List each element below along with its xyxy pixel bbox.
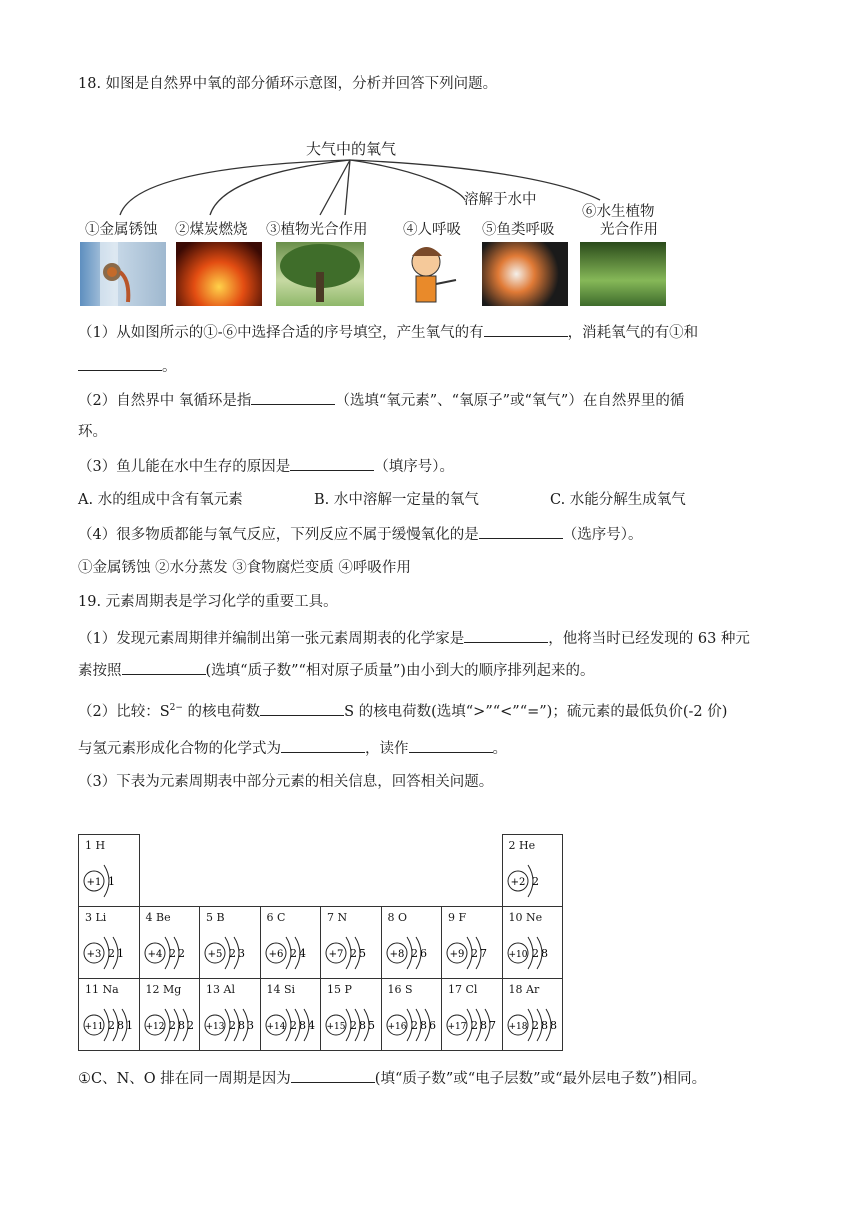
element-symbol: 12 Mg — [145, 983, 182, 996]
q19-title: 19. 元素周期表是学习化学的重要工具。 — [78, 594, 338, 610]
electron-count: 4 — [298, 947, 306, 960]
element-cell-al — [199, 978, 261, 1051]
answer-blank[interactable] — [281, 738, 365, 753]
element-symbol: 1 H — [85, 839, 106, 852]
electron-count: 2 — [186, 1019, 194, 1032]
atom-structure-diagram — [81, 931, 139, 975]
atom-structure-diagram — [384, 931, 442, 975]
tree-photo — [276, 242, 364, 306]
electron-count: 8 — [540, 1019, 548, 1032]
answer-blank[interactable] — [464, 628, 548, 643]
nucleus-charge: +11 — [84, 1022, 104, 1032]
element-cell-li — [78, 906, 140, 979]
electron-count: 4 — [307, 1019, 315, 1032]
element-symbol: 9 F — [448, 911, 467, 924]
element-cell-mg — [139, 978, 201, 1051]
atom-structure-diagram — [444, 931, 502, 975]
electron-count: 8 — [480, 1019, 487, 1032]
element-symbol: 17 Cl — [448, 983, 478, 996]
electron-count: 7 — [489, 1019, 496, 1032]
q19-sub1-text-a: ①C、N、O 排在同一周期是因为 — [78, 1071, 291, 1087]
person-breathing-photo — [400, 242, 466, 306]
item-label-1: ①金属锈蚀 — [85, 222, 158, 238]
answer-blank[interactable] — [78, 356, 162, 371]
electron-count: 1 — [117, 947, 124, 960]
electron-count: 2 — [108, 947, 115, 960]
atom-structure-diagram — [142, 931, 200, 975]
electron-count: 2 — [531, 875, 539, 888]
element-symbol: 7 N — [327, 911, 348, 924]
item-label-2: ②煤炭燃烧 — [175, 222, 248, 238]
electron-count: 3 — [238, 947, 245, 960]
electron-count: 2 — [229, 947, 236, 960]
q19-p2-text-e: ，读作 — [365, 741, 409, 757]
q18-options — [78, 490, 686, 510]
element-symbol: 5 B — [206, 911, 225, 924]
item-label-6b: 光合作用 — [600, 222, 658, 238]
element-cell-n — [320, 906, 382, 979]
electron-count: 8 — [298, 1019, 306, 1032]
electron-count: 2 — [471, 947, 478, 960]
q19-p2-text-b: 的核电荷数 — [182, 703, 261, 720]
element-symbol: 8 O — [387, 911, 408, 924]
q18-p1-text-a: （1）从如图所示的①-⑥中选择合适的序号填空，产生氧气的有 — [78, 325, 484, 341]
element-symbol: 4 Be — [145, 911, 171, 924]
q19-p2-text-a: （2）比较：S — [78, 703, 170, 720]
electron-count: 2 — [410, 947, 418, 960]
q18-part4-list: ①金属锈蚀 ②水分蒸发 ③食物腐烂变质 ④呼吸作用 — [78, 560, 411, 576]
q19-part2-cont — [78, 738, 507, 759]
answer-blank[interactable] — [122, 660, 206, 675]
nucleus-charge: +12 — [145, 1022, 164, 1032]
q18-p1-text-c: 。 — [162, 359, 177, 375]
atom-structure-diagram — [202, 931, 260, 975]
element-cell-he — [502, 834, 564, 907]
answer-blank[interactable] — [484, 322, 568, 337]
coal-burning-photo — [176, 242, 262, 306]
element-symbol: 11 Na — [85, 983, 119, 996]
atom-structure-diagram — [505, 931, 563, 975]
answer-blank[interactable] — [409, 738, 493, 753]
q18-title: 18. 如图是自然界中氧的部分循环示意图，分析并回答下列问题。 — [78, 76, 498, 92]
electron-count: 2 — [177, 947, 185, 960]
electron-count: 2 — [350, 1019, 357, 1032]
answer-blank[interactable] — [251, 390, 335, 405]
q19-part1 — [78, 628, 750, 649]
element-cell-h — [78, 834, 140, 907]
atom-structure-diagram — [444, 1003, 502, 1047]
q18-p3-text-b: （填序号）。 — [374, 459, 454, 475]
nucleus-charge: +6 — [268, 949, 283, 960]
electron-count: 6 — [419, 947, 427, 960]
element-cell-na — [78, 978, 140, 1051]
electron-count: 2 — [289, 1019, 297, 1032]
atom-structure-diagram — [81, 859, 139, 903]
q19-p1-text-c: 素按照 — [78, 663, 122, 679]
q19-sub1-text-b: (填“质子数”或“电子层数”或“最外层电子数”)相同。 — [374, 1071, 707, 1087]
electron-count: 1 — [126, 1019, 133, 1032]
element-symbol: 14 Si — [266, 983, 296, 996]
q18-part1-cont — [78, 356, 177, 377]
q18-p4-text-b: （选序号）。 — [562, 527, 643, 543]
element-cell-o — [381, 906, 443, 979]
nucleus-charge: +4 — [147, 949, 162, 960]
electron-count: 2 — [289, 947, 297, 960]
nucleus-charge: +7 — [328, 949, 344, 960]
element-cell-be — [139, 906, 201, 979]
q18-part2 — [78, 390, 684, 411]
option-b[interactable]: B. 水中溶解一定量的氧气 — [314, 492, 479, 508]
electron-count: 5 — [368, 1019, 375, 1032]
aquatic-plants-photo — [580, 242, 666, 306]
q19-p1-text-b: ，他将当时已经发现的 63 种元 — [548, 631, 750, 647]
electron-count: 7 — [480, 947, 487, 960]
answer-blank[interactable] — [291, 1068, 375, 1083]
q18-p4-text-a: （4）很多物质都能与氧气反应，下列反应不属于缓慢氧化的是 — [78, 527, 479, 543]
element-cell-f — [441, 906, 503, 979]
element-symbol: 13 Al — [206, 983, 235, 996]
nucleus-charge: +3 — [86, 949, 102, 960]
nucleus-charge: +13 — [205, 1022, 225, 1032]
electron-count: 8 — [238, 1019, 245, 1032]
element-symbol: 18 Ar — [508, 983, 540, 996]
answer-blank[interactable] — [260, 701, 344, 716]
element-symbol: 3 Li — [85, 911, 107, 924]
dissolve-label: 溶解于水中 — [464, 192, 537, 208]
q18-part2-cont: 环。 — [78, 424, 107, 440]
electron-count: 2 — [108, 1019, 115, 1032]
nucleus-charge: +8 — [389, 949, 404, 960]
nucleus-charge: +16 — [387, 1022, 406, 1032]
item-label-5: ⑤鱼类呼吸 — [482, 222, 555, 238]
option-c[interactable]: C. 水能分解生成氧气 — [550, 492, 686, 508]
electron-count: 3 — [247, 1019, 254, 1032]
q19-part2 — [78, 698, 727, 722]
element-symbol: 6 C — [266, 911, 286, 924]
electron-count: 2 — [471, 1019, 478, 1032]
q18-part1 — [78, 322, 698, 343]
electron-count: 8 — [540, 947, 548, 960]
nucleus-charge: +2 — [510, 877, 525, 888]
q19-part3: （3）下表为元素周期表中部分元素的相关信息，回答相关问题。 — [78, 774, 494, 790]
option-a[interactable]: A. 水的组成中含有氧元素 — [78, 492, 243, 508]
atom-structure-diagram — [202, 1003, 260, 1047]
nucleus-charge: +15 — [326, 1022, 346, 1032]
electron-count: 2 — [350, 947, 357, 960]
q18-p3-text-a: （3）鱼儿能在水中生存的原因是 — [78, 459, 291, 475]
nucleus-charge: +17 — [447, 1022, 467, 1032]
nucleus-charge: +18 — [508, 1022, 527, 1032]
q18-p2-text-b: （选填“氧元素”、“氧原子”或“氧气”）在自然界里的循 — [335, 393, 685, 409]
nucleus-charge: +5 — [207, 949, 223, 960]
atom-structure-diagram — [505, 1003, 563, 1047]
electron-count: 2 — [531, 947, 539, 960]
atom-structure-diagram — [323, 1003, 381, 1047]
atom-structure-diagram — [263, 1003, 321, 1047]
answer-blank[interactable] — [290, 456, 374, 471]
electron-count: 2 — [168, 947, 176, 960]
electron-count: 2 — [168, 1019, 176, 1032]
element-cell-p — [320, 978, 382, 1051]
element-cell-ar — [502, 978, 564, 1051]
q19-p1-text-a: （1）发现元素周期律并编制出第一张元素周期表的化学家是 — [78, 631, 465, 647]
nucleus-charge: +14 — [266, 1022, 285, 1032]
q19-p2-text-f: 。 — [492, 741, 507, 757]
atom-structure-diagram — [81, 1003, 139, 1047]
element-symbol: 15 P — [327, 983, 352, 996]
electron-count: 6 — [428, 1019, 436, 1032]
q18-part4 — [78, 524, 642, 545]
superscript-charge: 2− — [169, 703, 183, 713]
atmosphere-oxygen-label: 大气中的氧气 — [306, 140, 397, 158]
atom-structure-diagram — [505, 859, 563, 903]
element-symbol: 10 Ne — [508, 911, 543, 924]
atom-structure-diagram — [323, 931, 381, 975]
item-label-4: ④人呼吸 — [403, 222, 461, 238]
element-cell-si — [260, 978, 322, 1051]
electron-count: 8 — [359, 1019, 366, 1032]
element-cell-b — [199, 906, 261, 979]
element-cell-ne — [502, 906, 564, 979]
nucleus-charge: +10 — [508, 950, 527, 960]
q19-part1-cont — [78, 660, 594, 681]
q19-sub1 — [78, 1068, 706, 1089]
q19-p2-text-c: S 的核电荷数(选填“>”“<”“=”)；硫元素的最低负价(-2 价) — [344, 703, 728, 720]
q18-p1-text-b: ，消耗氧气的有①和 — [567, 325, 699, 341]
q19-p2-text-d: 与氢元素形成化合物的化学式为 — [78, 741, 281, 757]
item-label-3: ③植物光合作用 — [266, 222, 368, 238]
electron-count: 8 — [117, 1019, 124, 1032]
answer-blank[interactable] — [479, 524, 563, 539]
electron-count: 2 — [229, 1019, 236, 1032]
element-cell-cl — [441, 978, 503, 1051]
electron-count: 2 — [410, 1019, 418, 1032]
electron-count: 2 — [531, 1019, 539, 1032]
q19-p1-text-d: (选填“质子数”“相对原子质量”)由小到大的顺序排列起来的。 — [205, 663, 595, 679]
rusting-metal-photo — [80, 242, 166, 306]
nucleus-charge: +9 — [449, 949, 465, 960]
atom-structure-diagram — [263, 931, 321, 975]
nucleus-charge: +1 — [86, 877, 102, 888]
atom-structure-diagram — [384, 1003, 442, 1047]
q18-part3 — [78, 456, 454, 477]
electron-count: 8 — [177, 1019, 185, 1032]
electron-count: 8 — [419, 1019, 427, 1032]
goldfish-photo — [482, 242, 568, 306]
electron-count: 8 — [549, 1019, 557, 1032]
electron-count: 1 — [108, 875, 115, 888]
element-symbol: 16 S — [387, 983, 413, 996]
element-cell-c — [260, 906, 322, 979]
element-cell-s — [381, 978, 443, 1051]
electron-count: 5 — [359, 947, 366, 960]
element-symbol: 2 He — [508, 839, 536, 852]
q18-p2-text-a: （2）自然界中 氧循环是指 — [78, 393, 252, 409]
item-label-6: ⑥水生植物 — [582, 204, 655, 220]
atom-structure-diagram — [142, 1003, 200, 1047]
